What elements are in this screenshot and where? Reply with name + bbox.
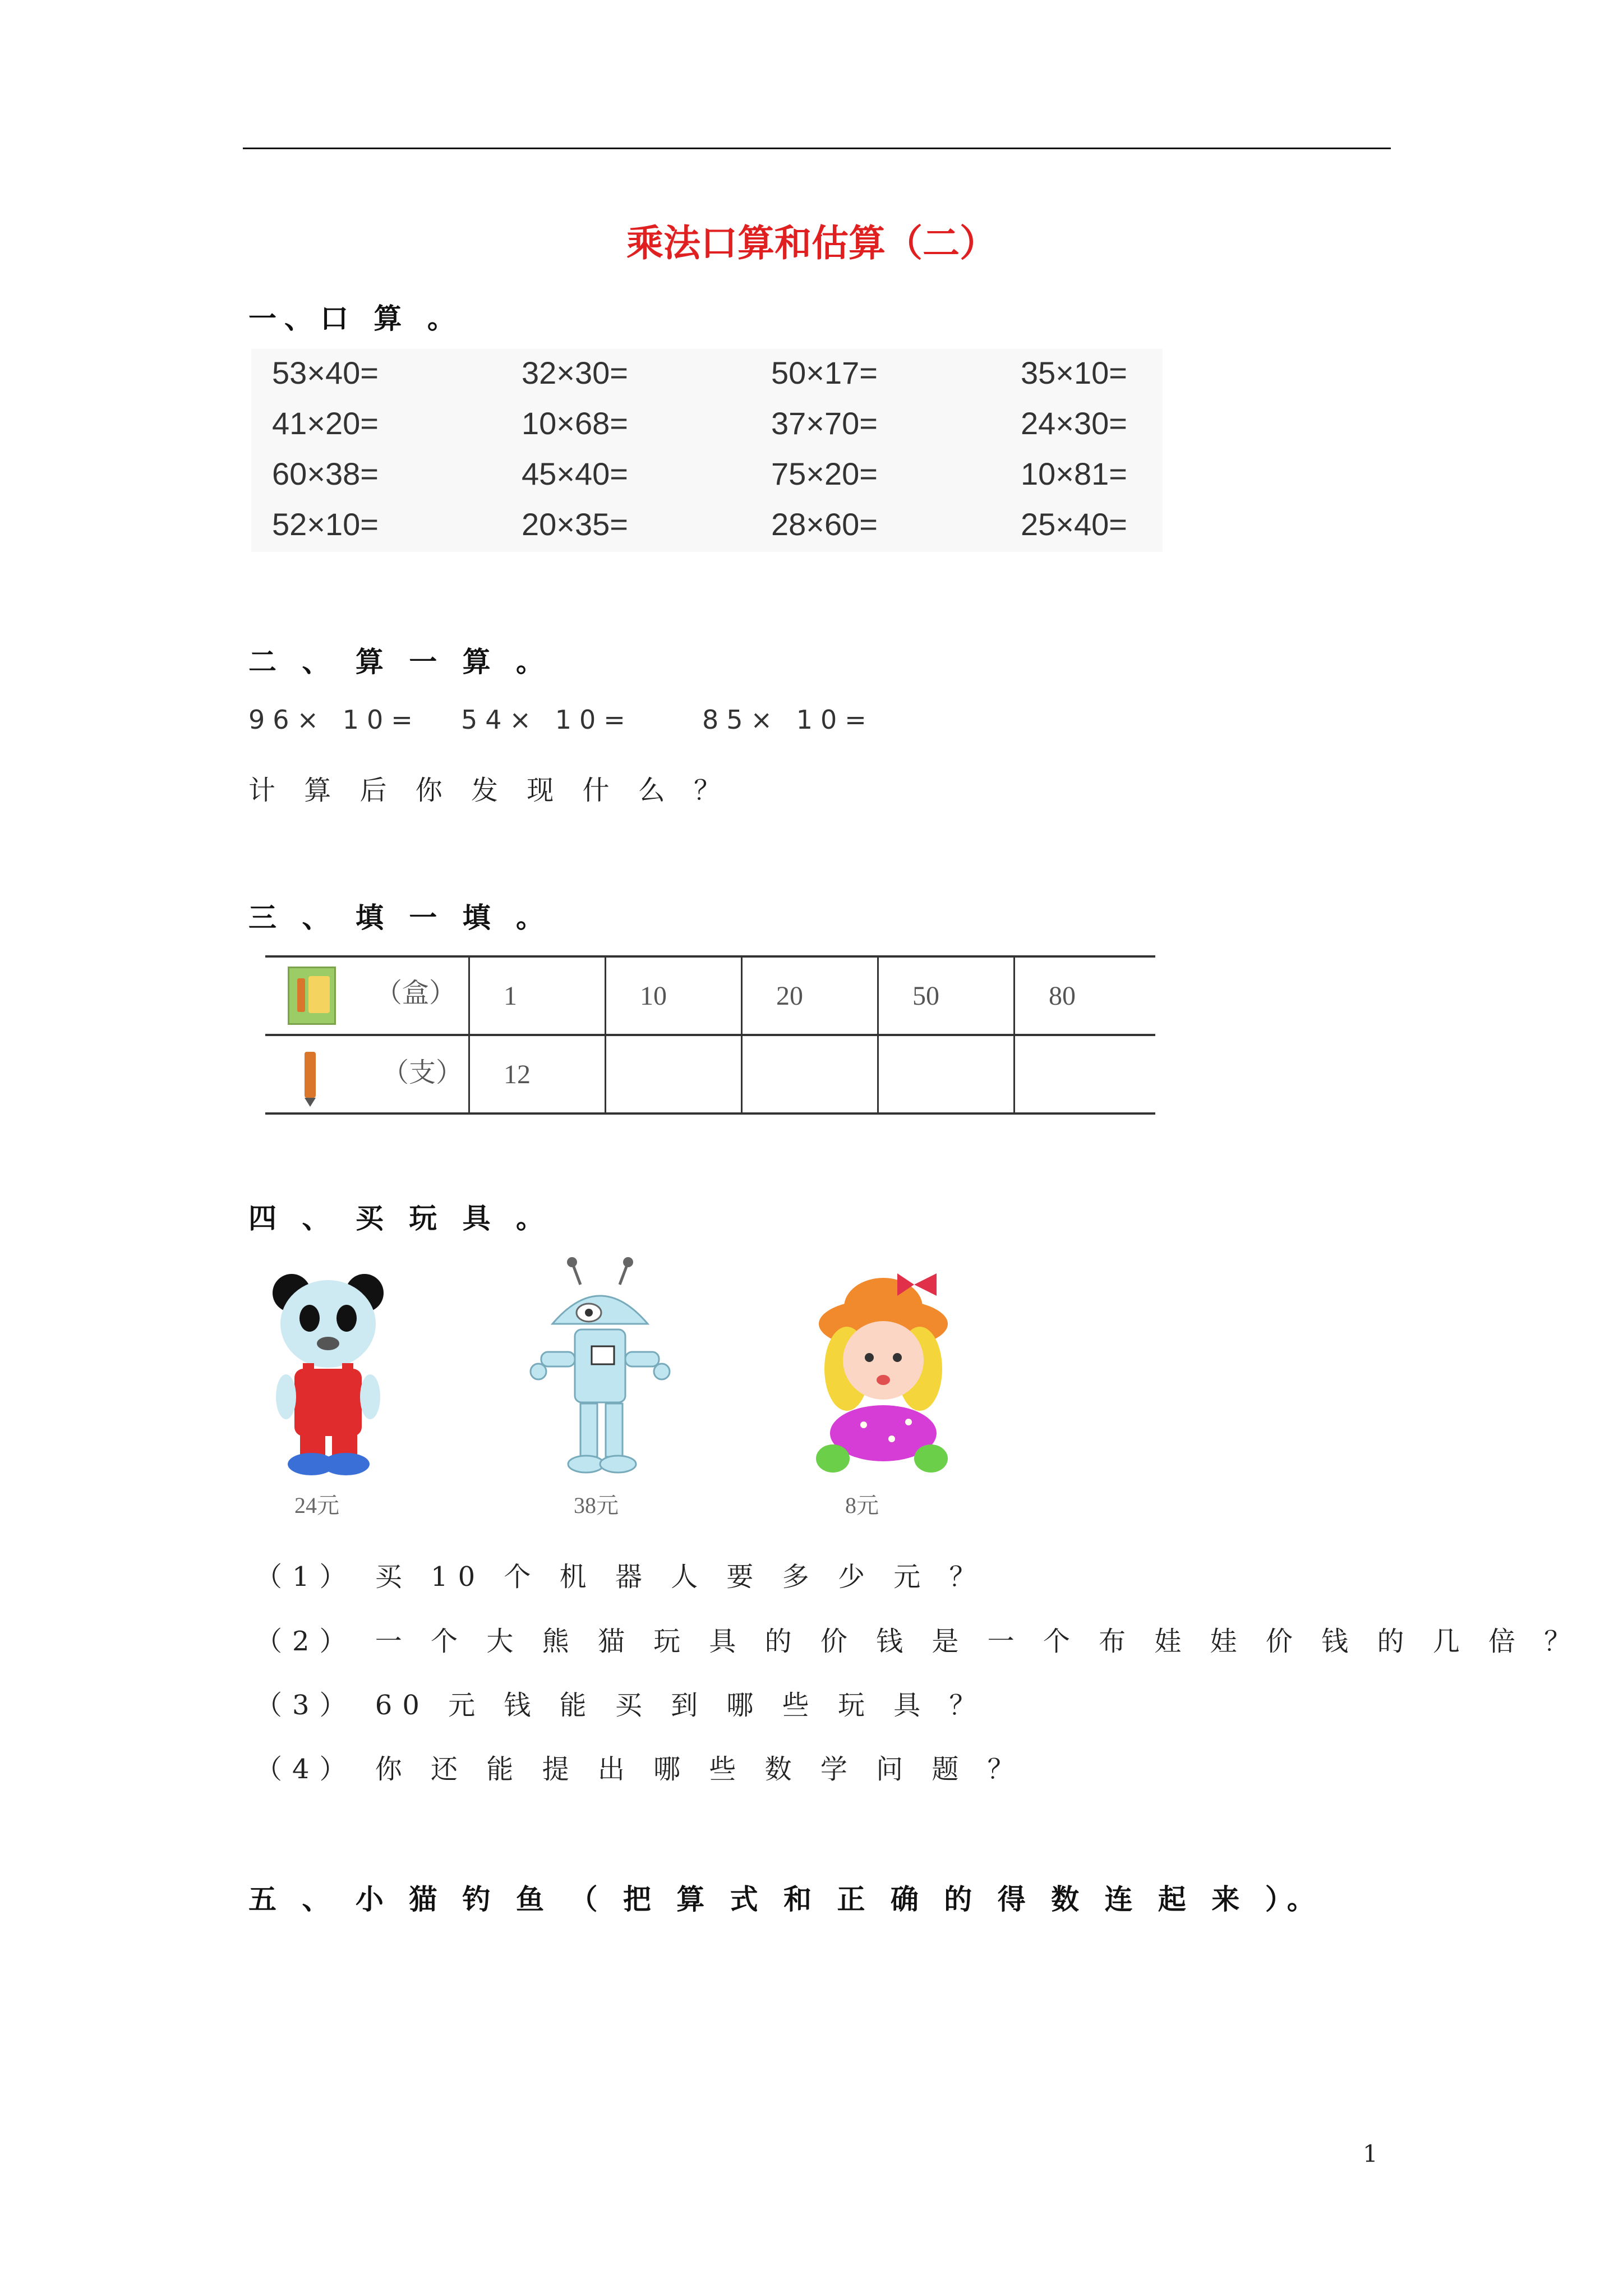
oral-item: 41×20= [272,406,379,441]
robot-price: 38元 [574,1493,619,1518]
question-2: （2） 一 个 大 熊 猫 玩 具 的 价 钱 是 一 个 布 娃 娃 价 钱 的 几 倍 ？ [255,1626,1581,1657]
oral-item: 28×60= [771,507,878,542]
oral-item: 75×20= [771,456,878,491]
question-4: （4） 你 还 能 提 出 哪 些 数 学 问 题 ？ [255,1754,1025,1785]
table-row [265,1035,1155,1114]
section1-heading: 一、口 算 。 [248,302,463,335]
oral-item: 25×40= [1021,507,1127,542]
section3-heading: 三 、 填 一 填 。 [248,901,552,934]
question-1: （1） 买 10 个 机 器 人 要 多 少 元 ？ [255,1561,986,1593]
doll-toy-icon [802,1273,965,1481]
oral-item: 20×35= [522,507,628,542]
oral-item: 50×17= [771,355,878,390]
answer-cell[interactable] [1015,1035,1156,1114]
robot-toy-icon [527,1257,673,1481]
discovery-question: 计 算 后 你 发 现 什 么 ？ [248,775,731,806]
table-cell: 50 [878,956,1015,1035]
fill-table [265,955,1155,1115]
oral-item: 52×10= [272,507,379,542]
table-row [265,956,1155,1035]
oral-calc-grid [272,355,1147,543]
section2-heading: 二 、 算 一 算 。 [248,645,552,678]
oral-item: 53×40= [272,355,379,390]
page-number: 1 [1363,2140,1378,2168]
table-cell: 10 [606,956,742,1035]
header-rule [243,148,1391,149]
doll-price: 8元 [845,1493,879,1518]
answer-cell[interactable] [878,1035,1015,1114]
oral-item: 60×38= [272,456,379,491]
panda-price: 24元 [294,1493,339,1518]
oral-item: 37×70= [771,406,878,441]
page-title: 乘法口算和估算（二） [626,221,997,265]
expression-3: 85× 10= [702,705,874,735]
section5-heading: 五 、 小 猫 钓 鱼 （ 把 算 式 和 正 确 的 得 数 连 起 来 ）。 [248,1883,1323,1916]
table-cell: 1 [469,956,606,1035]
expression-1: 96× 10= [248,705,421,735]
row-header-boxes: （盒） [265,956,469,1035]
answer-cell[interactable] [606,1035,742,1114]
oral-item: 24×30= [1021,406,1127,441]
section4-heading: 四 、 买 玩 具 。 [248,1202,552,1235]
oral-item: 32×30= [522,355,628,390]
oral-item: 35×10= [1021,355,1127,390]
pencil-icon [305,1052,316,1098]
table-cell: 20 [742,956,878,1035]
panda-toy-icon [269,1265,387,1481]
oral-item: 10×68= [522,406,628,441]
row-header-pencils: （支） [265,1035,469,1114]
expression-2: 54× 10= [461,705,633,735]
pencil-box-icon [288,967,336,1025]
table-cell: 12 [469,1035,606,1114]
oral-item: 45×40= [522,456,628,491]
oral-item: 10×81= [1021,456,1127,491]
table-cell: 80 [1015,956,1156,1035]
answer-cell[interactable] [742,1035,878,1114]
question-3: （3） 60 元 钱 能 买 到 哪 些 玩 具 ？ [255,1690,986,1721]
